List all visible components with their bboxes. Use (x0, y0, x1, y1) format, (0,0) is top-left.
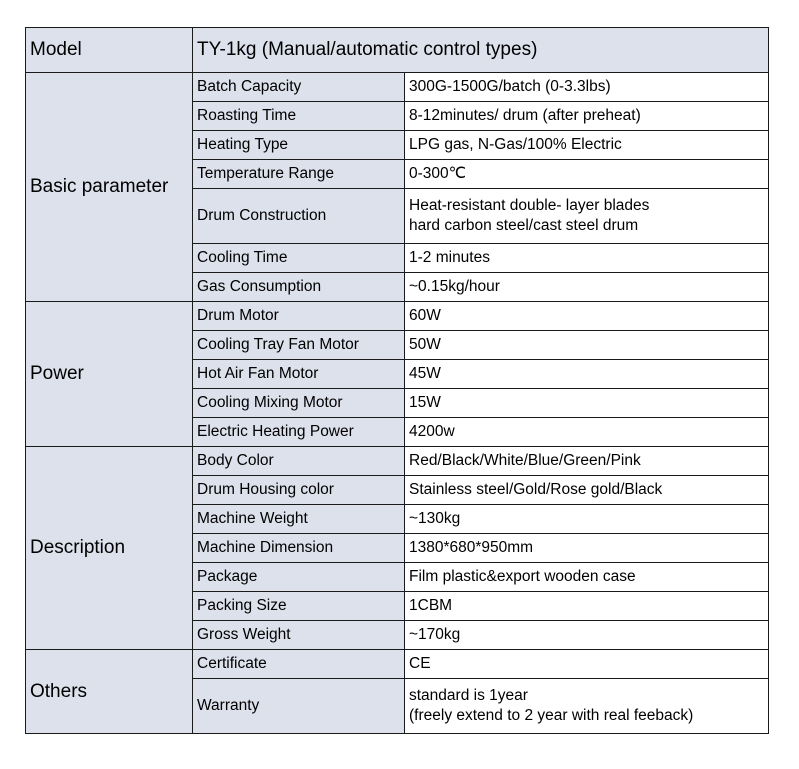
spec-value (405, 102, 769, 131)
spec-value-line: standard is 1year (409, 687, 528, 704)
spec-value (405, 273, 769, 302)
spec-key: Cooling Time (193, 244, 405, 273)
spec-value-line: 50W (409, 336, 441, 353)
spec-value-line: LPG gas, N-Gas/100% Electric (409, 136, 622, 153)
spec-value (405, 244, 769, 273)
spec-row (26, 73, 769, 102)
spec-value-line: 1-2 minutes (409, 249, 490, 266)
category-label: Others (26, 650, 193, 734)
spec-value (405, 447, 769, 476)
spec-value (405, 679, 769, 734)
spec-value-line: 8-12minutes/ drum (after preheat) (409, 107, 641, 124)
spec-value (405, 73, 769, 102)
spec-row (26, 650, 769, 679)
spec-value-line: 300G-1500G/batch (0-3.3lbs) (409, 78, 611, 95)
spec-key: Roasting Time (193, 102, 405, 131)
model-value: TY-1kg (Manual/automatic control types) (193, 28, 769, 73)
spec-value-line: 60W (409, 307, 441, 324)
spec-value (405, 476, 769, 505)
model-label: Model (26, 28, 193, 73)
spec-key: Packing Size (193, 592, 405, 621)
spec-value (405, 131, 769, 160)
spec-value (405, 389, 769, 418)
spec-row (26, 447, 769, 476)
spec-value (405, 418, 769, 447)
spec-key: Drum Construction (193, 189, 405, 244)
spec-value-line: 15W (409, 394, 441, 411)
spec-value-line: 1CBM (409, 597, 453, 614)
spec-value-line: CE (409, 655, 431, 672)
spec-key: Drum Housing color (193, 476, 405, 505)
spec-value (405, 505, 769, 534)
spec-key: Cooling Mixing Motor (193, 389, 405, 418)
spec-table-body (26, 28, 769, 734)
spec-key: Warranty (193, 679, 405, 734)
spec-key: Package (193, 563, 405, 592)
spec-key: Machine Weight (193, 505, 405, 534)
spec-key: Gross Weight (193, 621, 405, 650)
spec-value-line: 45W (409, 365, 441, 382)
spec-key: Hot Air Fan Motor (193, 360, 405, 389)
spec-value-line: ~0.15kg/hour (409, 278, 500, 295)
spec-key: Drum Motor (193, 302, 405, 331)
category-label: Basic parameter (26, 73, 193, 302)
category-label: Description (26, 447, 193, 650)
spec-value (405, 360, 769, 389)
spec-key: Batch Capacity (193, 73, 405, 102)
spec-value-line: Stainless steel/Gold/Rose gold/Black (409, 481, 663, 498)
spec-key: Temperature Range (193, 160, 405, 189)
spec-value-line: ~170kg (409, 626, 461, 643)
spec-value-line: 4200w (409, 423, 455, 440)
category-label: Power (26, 302, 193, 447)
spec-key: Electric Heating Power (193, 418, 405, 447)
spec-value-line: Film plastic&export wooden case (409, 568, 636, 585)
spec-value (405, 650, 769, 679)
spec-key: Gas Consumption (193, 273, 405, 302)
spec-value (405, 302, 769, 331)
spec-value-line: 0-300℃ (409, 165, 467, 182)
spec-value (405, 534, 769, 563)
spec-value-line: 1380*680*950mm (409, 539, 534, 556)
spec-value (405, 331, 769, 360)
spec-value-line: (freely extend to 2 year with real feeback) (409, 707, 694, 724)
spec-value (405, 563, 769, 592)
spec-value-line: hard carbon steel/cast steel drum (409, 217, 639, 234)
spec-value-line: Heat-resistant double- layer blades (409, 197, 650, 214)
spec-value (405, 592, 769, 621)
spec-value (405, 160, 769, 189)
spec-table (25, 27, 769, 734)
spec-value-line: Red/Black/White/Blue/Green/Pink (409, 452, 641, 469)
header-row (26, 28, 769, 73)
spec-key: Body Color (193, 447, 405, 476)
spec-value (405, 189, 769, 244)
spec-key: Machine Dimension (193, 534, 405, 563)
spec-key: Certificate (193, 650, 405, 679)
spec-key: Heating Type (193, 131, 405, 160)
spec-value-line: ~130kg (409, 510, 461, 527)
spec-value (405, 621, 769, 650)
spec-row (26, 302, 769, 331)
spec-key: Cooling Tray Fan Motor (193, 331, 405, 360)
